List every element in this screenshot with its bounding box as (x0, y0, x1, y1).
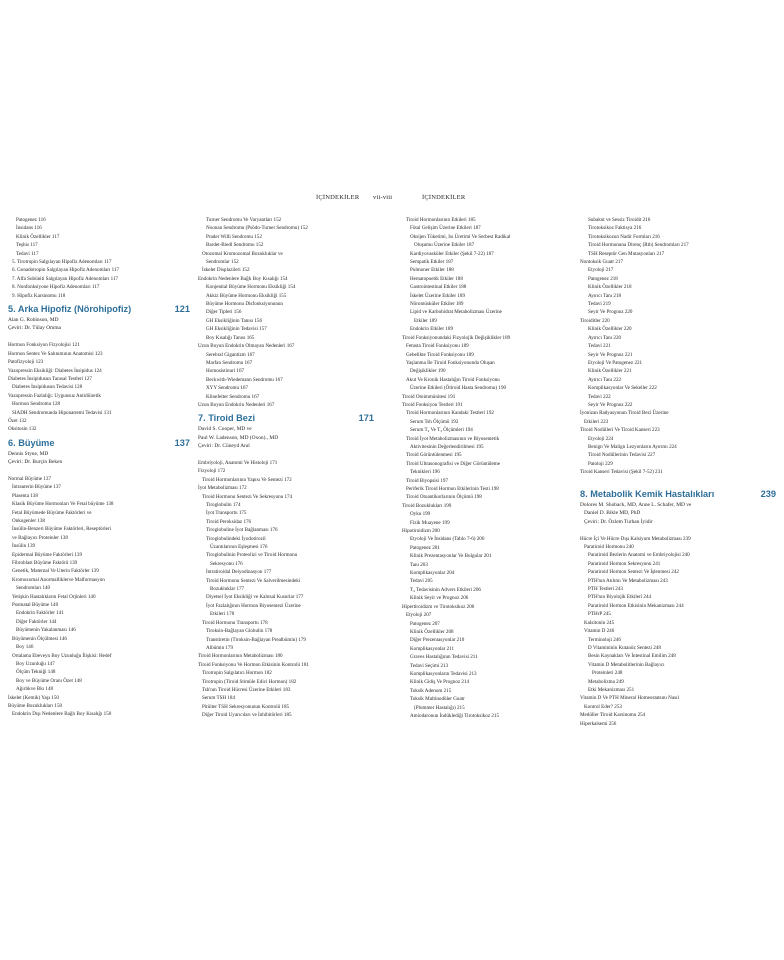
toc-entry: Sendromları 140 (16, 585, 51, 592)
toc-entry: Tedavi 219 (588, 301, 611, 308)
toc-entry: Etyoloji 224 (588, 435, 614, 442)
toc-entry: Bozukluklar 177 (210, 586, 245, 593)
toc-entry: Diğer Faktörler 144 (16, 618, 57, 625)
header-left-title: İÇİNDEKİLER (316, 194, 360, 201)
toc-entry: Büyümenin Yakalanması 146 (16, 627, 76, 634)
toc-entry: Kardiyovasküler Etkiler (Şekil 7-22) 187 (410, 250, 494, 257)
toc-entry: Klasik Büyüme Hormonları Ve Fetal büyüme 138 (12, 501, 114, 508)
toc-entry: Turner Sendromu Ve Varyantları 152 (206, 217, 282, 223)
toc-entry: GH Eksikliğinin Tedavisi 157 (206, 326, 267, 333)
toc-entry: İyot Fazlalığının Hormon Biyosentezi Üzerine (206, 602, 301, 609)
toc-entry: Onkogenler 138 (12, 518, 45, 524)
toc-entry: Toksik Adenom 215 (410, 687, 452, 694)
toc-entry: 7. Alfa Subüniti Salgılayan Hipofiz Adenomları 117 (12, 275, 119, 282)
toc-entry: Kromozomal Anormalliklerve Malformasyon (12, 576, 105, 583)
chapter-heading (8, 437, 190, 450)
toc-entry: Terminoloji 246 (588, 636, 621, 643)
toc-entry: Tiroid Fonksiyonundaki Fizyolojik Değişiklikler 189 (402, 334, 511, 341)
toc-entry: Tirotropin (Tiroid Stimüle Edici Hormon) 182 (202, 678, 297, 685)
toc-entry: İnsülin-Benzeri Büyüme Faktörleri, Reseptörleri (12, 526, 112, 533)
chapter-translator: Çeviri: Dr. Cüneyd Anıl (198, 443, 250, 450)
toc-entry: Tirotoksikozun Nadir Formları 216 (588, 233, 660, 240)
toc-entry: İntrauterin Büyüme 137 (12, 484, 61, 491)
toc-entry: Tedavi 205 (410, 578, 433, 585)
toc-entry: İyot Transportu 175 (206, 510, 247, 517)
toc-entry: 5. Tirotropin Salgılayan Hipofiz Adenomları 117 (12, 259, 112, 266)
toc-entry: Serum T₄ Ve T₃ Ölçümleri 194 (410, 427, 473, 434)
toc-column-3 (402, 216, 582, 720)
toc-entry: Tiroid Ultrasonografisi ve Diğer Görüntüleme (406, 460, 501, 467)
toc-entry: Hormon Fonksiyon Fizyolojisi 121 (8, 342, 80, 349)
toc-entry: Tiroid Görüntülenmesi 195 (406, 452, 462, 459)
toc-entry: Marfan Sendromu 167 (206, 359, 253, 366)
toc-entry: Epidermal Büyüme Faktörleri 139 (12, 551, 83, 558)
toc-entry: Periferik Tiroid Hormon Etkilerinin Testi 198 (406, 486, 499, 492)
toc-entry: ve Bağlayıcı Proteinler 138 (12, 534, 68, 541)
toc-entry: Büyüme Hormonu Disfonksiyonunun (206, 301, 283, 308)
chapter-title: 6. Büyüme (8, 437, 55, 448)
toc-entry: Paratiroid Hormon Sekresyonu 241 (588, 560, 661, 567)
toc-entry: Fetal Büyümede Büyüme Faktörleri ve (12, 509, 92, 516)
toc-entry: Sempatik Etkiler 187 (410, 259, 454, 266)
toc-column-2 (198, 216, 374, 720)
toc-entry: XYY Sendromu 167 (206, 385, 248, 392)
toc-entry: T₄ Tedavisinin Advers Etkileri 206 (410, 586, 481, 593)
toc-entry: Kontrol Eder? 253 (584, 703, 622, 710)
toc-entry: Tiroid Biyopsisi 197 (406, 477, 448, 484)
toc-entry: Tedavi 117 (16, 250, 39, 257)
toc-entry: Tiroid Bozuklukları 199 (402, 502, 452, 509)
toc-entry: Tiroid Hormonu Sentezi Ve Salverilmesindeki (206, 577, 301, 584)
toc-column-4 (580, 216, 776, 728)
toc-entry: Paratiroid Hormonu 240 (584, 544, 634, 551)
chapter-heading (580, 488, 776, 501)
toc-entry: Serebral Gigantizm 167 (206, 351, 255, 358)
toc-entry: Teşhis 117 (16, 242, 38, 249)
toc-entry: Patoloji 229 (588, 460, 613, 467)
toc-entry: Klinik Özellikler 208 (410, 628, 454, 635)
toc-entry: Özet 132 (8, 417, 27, 424)
toc-entry: Normal Büyüme 137 (8, 475, 52, 482)
toc-entry: GH Eksikliğinin Tanısı 156 (206, 317, 263, 324)
toc-entry: Vitamin D 246 (584, 628, 615, 635)
toc-entry: Paratiroid Bezlerin Anatomi ve Embriyolojisi 240 (588, 552, 690, 559)
toc-entry: Oluşumu Üzerine Etkiler 187 (414, 242, 475, 249)
toc-entry: Klinik Özellikler 221 (588, 368, 632, 375)
toc-entry: Etyoloji Ve İnsidans (Tablo 7-6) 200 (410, 536, 485, 543)
toc-entry: İskelet Displazileri 152 (202, 267, 250, 274)
toc-entry: Hiperkalsemi 256 (580, 720, 617, 727)
toc-entry: Tiroiditler 220 (580, 317, 610, 324)
toc-entry: 6. Gonadotropin Salgılayan Hipofiz Adenomları 117 (12, 267, 120, 274)
toc-entry: Boy 146 (16, 644, 34, 651)
toc-entry: Diyetsel İyot Eksikliği ve Kalıtsal Kusurlar 177 (206, 594, 304, 601)
toc-entry (8, 467, 190, 475)
toc-entry: İskelet Üzerine Etkiler 189 (410, 292, 466, 299)
toc-entry: Klinik Özellikler 220 (588, 326, 632, 333)
toc-entry: Tsh'nın Tiroid Hücresi Üzerine Etkileri 183 (202, 686, 291, 693)
toc-entry: Paratiroid Hormon Sentezi Ve İşlenmesi 242 (588, 569, 679, 576)
toc-entry: Albümin 179 (206, 644, 234, 651)
toc-entry: Sekresyonu 176 (210, 560, 243, 567)
toc-entry: Tirotoksikoz Faktisya 216 (588, 225, 642, 232)
toc-entry: Patogenez 116 (16, 217, 46, 223)
toc-entry: Uzun Boyun Endokrin Olmayan Nedenleri 167 (198, 343, 295, 350)
toc-entry: Endokrin Faktörler 141 (16, 610, 64, 617)
toc-entry: Ağırlıkve Bkı 148 (16, 686, 54, 693)
toc-entry: Sendromlar 152 (206, 259, 239, 266)
toc-entry: Tiroid Fonksiyon Testleri 191 (402, 401, 463, 408)
toc-entry: Üzantılarının Eşleşmesi 176 (210, 544, 268, 551)
toc-entry: Etkileri 223 (584, 418, 609, 425)
toc-entry: Etyoloji Ve Patogenez 221 (588, 359, 643, 366)
toc-entry: Endokrin Nedenlere Bağlı Boy Kısalığı 154 (198, 275, 288, 282)
toc-entry: Seyir Ve Prognoz 221 (588, 351, 633, 358)
toc-entry: PTH'nın Biyolojik Etkileri 244 (588, 594, 652, 601)
toc-entry: Fizyoloji 172 (198, 468, 226, 475)
toc-entry: PTH Testleri 243 (588, 586, 623, 593)
toc-entry: SIADH Sendromunda Hiponatremi Tedavisi 131 (12, 409, 112, 416)
toc-entry: Hipotiroidizm 200 (402, 528, 440, 535)
toc-entry: Diğer Tiroid Uyarıcıları ve İnhibitörleri 185 (202, 712, 292, 719)
toc-entry: Tedavi 222 (588, 393, 611, 400)
toc-entry: Oksijen Tüketimi, Isı Üretimi Ve Serbest Radikal (410, 233, 511, 240)
toc-entry: Genetik, Maternal Ve Uterin Faktörler 139 (12, 568, 99, 575)
toc-entry (580, 477, 776, 485)
toc-entry: Embriyoloji, Anatomi Ve Histoloji 171 (198, 459, 278, 466)
toc-entry: Diğer Prezentasyonlar 210 (410, 637, 465, 644)
toc-entry: İyonizan Radyasyonun Tiroid Bezi Üzerine (580, 410, 669, 417)
chapter-translator: Çeviri: Dr. Tülay Omma (8, 325, 61, 332)
toc-entry: Bardet-Biedl Sendromu 152 (206, 242, 264, 249)
toc-entry: Subakut ve Sessiz Tiroidit 216 (588, 217, 651, 223)
toc-entry: Vitamin D Ve PTH Mineral Homeostatsını Nasıl (580, 695, 679, 702)
toc-entry: Patogenez 218 (588, 275, 618, 282)
toc-entry: Medüller Tiroid Karsinomu 254 (580, 712, 646, 719)
toc-entry: Tedavi 221 (588, 343, 611, 350)
toc-entry: Patogenez 201 (410, 544, 440, 551)
toc-entry: Metabolizma 249 (588, 678, 624, 685)
toc-entry: Tiroglobuline İyot Bağlanması 176 (206, 527, 278, 534)
toc-entry: 8. Nonfonksiyone Hipofiz Adenomları 117 (12, 284, 100, 291)
toc-entry: Akut Ve Kronik Hastalığın Tiroid Fonksiyonu (406, 376, 500, 383)
toc-entry: Tiroid Fonksiyonu Ve Hormon Etkisinin Kontrolü 181 (198, 661, 309, 668)
toc-entry: Diğer Tipleri 156 (206, 309, 242, 316)
toc-entry: Ölçüm Tekniği 148 (16, 669, 56, 676)
toc-entry: Toksik Multinodüler Guatr (410, 696, 465, 703)
chapter-page-number: 171 (358, 413, 374, 424)
chapter-heading (198, 412, 374, 425)
toc-entry: PTH'nın Atılımı Ve Metabolizması 243 (588, 577, 668, 584)
chapter-title: 5. Arka Hipofiz (Nörohipofiz) (8, 304, 132, 315)
toc-entry: Tiroid Hormonlarının Kandaki Testleri 192 (406, 410, 494, 417)
toc-entry: Teknikleri 196 (410, 469, 440, 476)
toc-entry: Klinefelter Sendromu 167 (206, 393, 260, 400)
toc-entry: Benign Ve Malign Lezyonların Ayırımı 224 (588, 443, 677, 450)
toc-entry: Fötal Gelişim Üzerine Etkileri 187 (410, 225, 481, 232)
toc-entry: Klinik Özellikler 218 (588, 284, 632, 291)
toc-entry: Homosistinuri 167 (206, 368, 245, 375)
toc-entry: Patofizyoloji 123 (8, 359, 44, 366)
toc-entry: Akkiz Büyüme Hormonu Eksikliği 155 (206, 292, 287, 299)
chapter-author: Daniel D. Bikle MD, PhD (584, 510, 641, 517)
toc-entry: Etkileri 178 (210, 611, 235, 618)
toc-entry: Hipertiroidizm ve Tirotoksikoz 206 (402, 603, 475, 610)
toc-entry: Boy Kısalığı Tanısı 165 (206, 334, 255, 341)
toc-entry: Tiroid Peroksidaz 176 (206, 518, 252, 525)
toc-entry: Hücre İçi Ve Hücre Dışı Kalsiyum Metabolizması 239 (580, 535, 691, 542)
toc-entry: Uzun Boyun Endokrin Nedenleri 167 (198, 401, 275, 408)
chapter-author: Dolores M. Shoback, MD, Anne L. Schafer, MD ve (580, 502, 692, 508)
toc-entry: Tiroglobulin 174 (206, 502, 241, 508)
toc-entry: Etyoloji 217 (588, 267, 614, 274)
chapter-heading (8, 303, 190, 316)
toc-entry: Beckwith-Wiedemann Sendromu 167 (206, 376, 283, 383)
toc-entry: Gebelikte Tiroid Fonksiyonu 189 (406, 351, 474, 358)
toc-entry: Etki Mekanizması 251 (588, 686, 635, 693)
toc-entry: Ayırıcı Tanı 218 (588, 292, 622, 299)
toc-entry: Paratiroid Hormon Etkisinin Mekanizması 244 (588, 602, 684, 609)
toc-entry: Hormon Sendromu 128 (12, 401, 61, 408)
toc-entry: Ayırıcı Tanı 222 (588, 376, 622, 383)
toc-entry (198, 451, 374, 459)
header-right-title: İÇİNDEKİLER (422, 194, 466, 201)
chapter-translator: Çeviri: Dr. Özlem Turhan İyidir (584, 518, 653, 525)
toc-entry: Tiroid Hormonu Sentezi Ve Sekresyonu 174 (202, 493, 293, 500)
toc-entry: Tiroglobulindeki İyodotirozil (206, 535, 266, 542)
chapter-translator: Çeviri: Dr. Burçin Beken (8, 459, 63, 466)
toc-entry: Tiroid Otoantikorlarının Ölçümü 198 (406, 494, 482, 501)
toc-entry: Tiroid Hormonlarının Yapısı Ve Sentezi 172 (202, 476, 292, 483)
toc-entry: (Plummer Hastalığı) 215 (414, 704, 465, 711)
toc-entry: Komplikasyonlar Ve Sekeller 222 (588, 385, 657, 392)
toc-entry: Hormon Sentez Ve Salınımının Anatomisi 123 (8, 350, 103, 357)
toc-entry: Serum TSH 184 (202, 695, 236, 702)
toc-entry: Tanı 203 (410, 561, 428, 568)
toc-entry: Tiroksin-Bağlayan Globulin 178 (206, 628, 273, 635)
toc-entry: İnsülin 139 (12, 543, 36, 550)
toc-entry: Pulmoner Etkiler 188 (410, 267, 454, 274)
toc-entry: Yetişkin Hastalıkların Fetal Orjinleri 140 (12, 593, 96, 600)
toc-entry: Tiroid Hormonlarının Metabolizması 180 (198, 653, 283, 660)
toc-entry: Endokrin Etkiler 189 (410, 326, 454, 333)
toc-entry: Graves Hastalığının Tedavisi 211 (410, 654, 478, 661)
toc-entry: Besin Kaynakları Ve İntestinal Emilim 248 (588, 653, 676, 660)
toc-entry: Tiroid Hormonu Transportu 178 (202, 619, 268, 626)
toc-entry: Seyir Ve Prognoz 220 (588, 309, 633, 316)
toc-entry: Tiroid Hormonuna Direnç (Rth) Sendromları 217 (588, 242, 689, 249)
toc-entry: D Vitamininin Kutanöz Sentezi 248 (588, 644, 661, 651)
toc-entry: 9. Hipofiz Karsinomu 118 (12, 292, 66, 299)
toc-entry: Plasenta 138 (12, 492, 38, 499)
toc-entry: Diabetes İnsipidusun Tedavisi 128 (12, 384, 83, 391)
toc-entry: Fibroblast Büyüme Faktörü 139 (12, 560, 78, 567)
toc-entry: Fizik Muayene 199 (410, 519, 450, 526)
toc-entry: İyot Metabolizması 172 (198, 485, 247, 492)
toc-entry: Noonan Sendromu (Psödo-Turner Sendromu) 152 (206, 225, 308, 232)
toc-entry: Gastrointestinal Etkiler 188 (410, 284, 467, 291)
toc-entry: Prader Willi Sendromu 152 (206, 233, 262, 240)
toc-entry: Oksitosin 132 (8, 426, 37, 433)
toc-entry: Konjenital Büyüme Hormonu Eksikliği 154 (206, 284, 296, 291)
chapter-page-number: 137 (174, 437, 190, 448)
toc-entry: Fetusta Tiroid Fonksiyonu 189 (406, 343, 469, 350)
toc-column-1 (8, 216, 190, 719)
toc-entry: Klinik Gidiş Ve Prognoz 214 (410, 679, 470, 686)
chapter-author: Paul W. Ladenson, MD (Oxon)., MD (198, 434, 279, 441)
toc-entry: Patogenez 207 (410, 620, 440, 627)
toc-entry: Klinik Prezentasyonlar Ve Bulgular 201 (410, 553, 492, 560)
toc-entry: Nöromüsküler Etkiler 189 (410, 301, 464, 308)
toc-entry: Komplikasyonlar 204 (410, 570, 455, 577)
toc-entry: Hematopoetik Etkiler 188 (410, 275, 463, 282)
toc-entry: Postnatal Büyüme 140 (12, 602, 59, 609)
header-page-numbers: vii-viii (373, 194, 393, 201)
chapter-page-number: 239 (760, 489, 776, 499)
toc-entry: Tirotropin Salgılatıcı Hormon 182 (202, 670, 272, 677)
toc-entry: Tiroid Nodüllerinin Tedavisi 227 (588, 452, 656, 459)
toc-entry: Vazopressin Fazlalığı: Uygunsuz Antidiüretik (8, 392, 101, 399)
toc-entry: Otozomal Kromozomal Bozukluklar ve (202, 250, 283, 257)
toc-entry: Etyoloji 207 (406, 612, 432, 619)
running-header (0, 194, 784, 206)
toc-entry: Tiroid Nodülleri Ve Tiroid Kanseri 223 (580, 427, 660, 434)
toc-entry: Tedavi Seçimi 213 (410, 662, 449, 669)
toc-entry: Pitüiter TSH Sekresyonunun Kontrolü 185 (202, 703, 290, 710)
chapter-title: 8. Metabolik Kemik Hastalıkları (580, 489, 715, 499)
toc-entry: Tiroid Hormonlarının Etkileri 185 (406, 217, 476, 223)
toc-entry: Diabetes İnsipidusun Tanısal Testleri 127 (8, 375, 92, 382)
toc-entry (8, 333, 190, 341)
toc-entry: PTHrP 245 (588, 611, 611, 618)
toc-entry: Seyir Ve Prognoz 222 (588, 401, 633, 408)
toc-entry: Değişiklikler 190 (410, 368, 446, 375)
toc-entry: Aktivitesinin Değerlendirilmesi 195 (410, 443, 484, 450)
toc-entry: Klinik Seyir ve Prognoz 206 (410, 595, 469, 602)
toc-entry: Oyku 199 (410, 511, 431, 518)
toc-entry: Yaşlanma İle Tiroid Fonksiyonunda Oluşan (406, 359, 495, 366)
chapter-title: 7. Tiroid Bezi (198, 413, 256, 424)
toc-entry: Vitamin D Metabolitlerinin Bağlayıcı (588, 661, 665, 668)
chapter-author: David S. Cooper, MD ve (198, 426, 252, 433)
toc-entry: Kalsitonin 245 (584, 619, 615, 626)
toc-entry: Transtiretin (Tiroksin-Bağlayan Prealbümin) 179 (206, 636, 306, 643)
toc-entry: İntratiroidal Deiyodinasyon 177 (206, 569, 272, 576)
toc-entry: Endokrin Dışı Nedenlere Bağlı Boy Kısalığı 150 (12, 711, 112, 718)
toc-entry: Serum Tsh Ölçümü 192 (410, 418, 459, 425)
toc-entry: Klinik Özellikler 117 (16, 233, 60, 240)
toc-entry: Vazopressin Eksikliği: Diabetes İnsipidus 124 (8, 367, 102, 374)
toc-entry: Proteinleri 248 (592, 670, 623, 677)
toc-entry: İnsidans 116 (16, 225, 42, 232)
chapter-author: Dennis Styne, MD (8, 450, 49, 457)
chapter-author: Alan G. Robinson, MD (8, 317, 59, 324)
toc-entry: Komplikasyonların Tedavisi 213 (410, 670, 477, 677)
toc-entry: TSH Reseptör Gen Mutasyonları 217 (588, 250, 665, 257)
toc-entry: Büyümenin Ölçülmesi 146 (12, 635, 67, 642)
toc-entry: Ayırıcı Tanı 220 (588, 334, 622, 341)
toc-entry: Amiodaronun İndüklediği Tirotoksikoz 215 (410, 712, 499, 719)
toc-entry: Boy ve Büyüme Oranı Özet 148 (16, 677, 82, 684)
toc-entry: Etkiler 189 (414, 317, 437, 324)
toc-entry: İskelet (Kemik) Yaşı 150 (8, 694, 59, 701)
toc-entry: Tiroglobulinin Proteolizi ve Tiroid Hormonu (206, 552, 298, 559)
toc-entry: Ortalama Ebeveyn Boy Uzunluğu İlişkisi: Hedef (12, 652, 112, 659)
toc-entry: Tiroid İyot Metabolizmasının ve Biyosentetik (406, 435, 500, 442)
toc-entry: Lipid ve Karbohidrat Metabolizması Üzerine (410, 309, 502, 316)
toc-entry: Nontoksik Guatr 217 (580, 259, 624, 266)
chapter-page-number: 121 (174, 304, 190, 315)
toc-entry: Büyüme Bozuklukları 150 (8, 702, 63, 709)
toc-entry: Tiroid Kanseri Tedavisi (Şekil 7-52) 231 (580, 469, 663, 476)
toc-entry: Üzerine Etkileri (Ötiroid Hasta Sendromu) 190 (410, 385, 507, 392)
toc-entry: Boy Uzunluğu 147 (16, 660, 55, 667)
toc-entry (580, 526, 776, 534)
toc-entry: Komplikasyonlar 211 (410, 645, 455, 652)
toc-entry: Tiroid Otoimmünitesi 191 (402, 393, 456, 400)
